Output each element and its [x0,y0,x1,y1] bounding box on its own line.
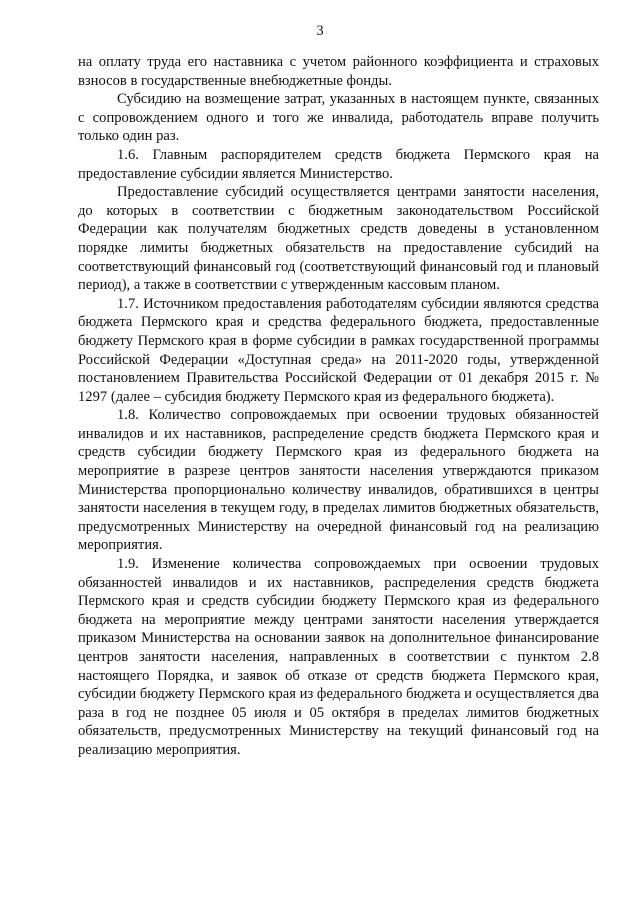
document-body [78,53,599,760]
page-number: 3 [316,23,324,39]
paragraph-employment-centers: Предоставление субсидий осуществляется центрами занятости населения, до которых в соответствии с бюджетным законодательством Российской Федерации как получателям бюджетных средств доведены в установленном порядке лимиты бюджетных обязательств на предоставление субсидий на соответствующий финансовый год (соответствующий финансовый год и плановый период), а также в соответствии с утвержденным кассовым планом. [78,184,599,294]
paragraph-1-9: 1.9. Изменение количества сопровождаемых при освоении трудовых обязанностей инвалидов и их наставников, распределения средств бюджета Пермского края и средств субсидии бюджету Пермского края из федерального бюджета на мероприятие между центрами занятости населения утверждается приказом Министерства на основании заявок на дополнительное финансирование центров занятости населения, направленных в соответствии с пунктом 2.8 настоящего Порядка, и заявок об отказе от средств бюджета Пермского края, субсидии бюджету Пермского края из федерального бюджета и осуществляется два раза в год не позднее 05 июля и 05 октября в пределах лимитов бюджетных обязательств, предусмотренных Министерству на текущий финансовый год на реализацию мероприятия. [78,556,599,758]
paragraph-1-6: 1.6. Главным распорядителем средств бюджета Пермского края на предоставление субсидии является Министерство. [78,146,599,182]
paragraph-1-7: 1.7. Источником предоставления работодателям субсидии являются средства бюджета Пермского края и средства федерального бюджета, предоставленные бюджету Пермского края в форме субсидии в рамках государственной программы Российской Федерации «Доступная среда» на 2011-2020 годы, утвержденной постановлением Правительства Российской Федерации от 01 декабря 2015 г. № 1297 (далее – субсидия бюджету Пермского края из федерального бюджета). [78,295,599,405]
paragraph-subsidy-once: Субсидию на возмещение затрат, указанных в настоящем пункте, связанных с сопровождением одного и того же инвалида, работодатель вправе получить только один раз. [78,91,599,145]
paragraph-continuation: на оплату труда его наставника с учетом районного коэффициента и страховых взносов в государственные внебюджетные фонды. [78,54,599,89]
paragraph-1-8: 1.8. Количество сопровождаемых при освоении трудовых обязанностей инвалидов и их наставников, распределение средств бюджета Пермского края и средств субсидии бюджету Пермского края из федерального бюджета на мероприятие в разрезе центров занятости населения утверждаются приказом Министерства пропорционально количеству инвалидов, обратившихся в центры занятости населения в текущем году, в пределах лимитов бюджетных обязательств, предусмотренных Министерству на очередной финансовый год на реализацию мероприятия. [78,407,599,554]
